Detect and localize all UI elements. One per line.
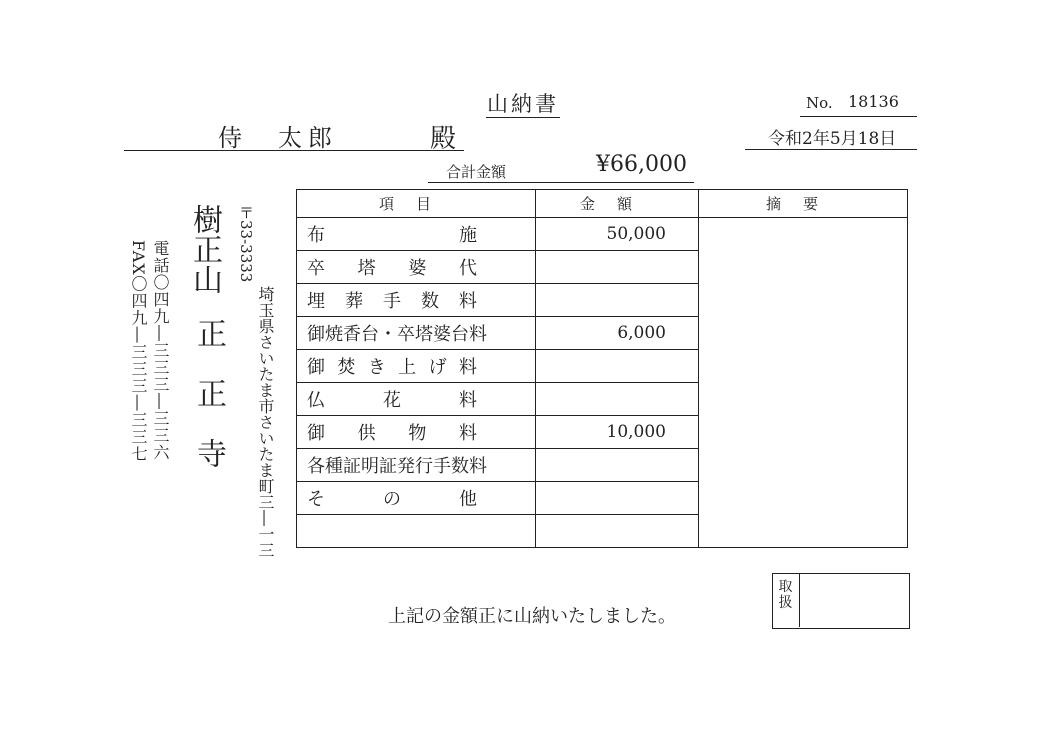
row-item-char: 婆 [408,258,427,279]
temple-postal-code: 〒33-3333 [237,205,255,283]
row-item-char: 卒 [307,258,325,279]
row-item-name [297,317,536,350]
handler-label: 取扱 [772,573,800,627]
row-amount [536,350,699,383]
row-item-char: 花 [383,390,401,411]
row-item-char: そ [307,489,325,510]
table-body [297,218,908,548]
row-item-char: 上 [398,357,417,378]
document-title: 山納書 [487,92,559,116]
row-item-name [297,218,536,251]
row-item-char: 数 [421,291,439,312]
row-item-char: 御 [307,423,325,444]
row-item-name [297,449,536,482]
header-memo: 摘要 [699,190,908,218]
table-row [297,218,908,251]
row-amount [536,449,699,482]
row-item-text [307,353,477,379]
row-amount: 10,000 [536,416,699,449]
row-item-name [297,482,536,515]
row-item-text [307,221,477,247]
row-amount [536,515,699,548]
row-item-text [307,452,535,478]
row-item-text [307,386,477,412]
row-item-char: 料 [459,390,477,411]
row-item-text [307,320,535,346]
header-item: 項目 [297,190,536,218]
number-label: No. [806,94,833,112]
issue-date: 令和2年5月18日 [768,129,897,149]
row-item-char: 料 [459,291,477,312]
row-item-char: 御 [307,357,325,378]
receipt-confirmation: 上記の金額正に山納いたしました。 [388,606,676,627]
row-item-char: 焚 [337,357,356,378]
row-item-char: 手 [383,291,401,312]
row-amount [536,251,699,284]
row-item-char: 料 [458,423,477,444]
total-underline [428,182,694,183]
row-item-char: の [383,489,401,510]
recipient-underline [124,150,464,151]
row-amount: 6,000 [536,317,699,350]
number-value: 18136 [848,92,899,111]
row-item-text [307,287,477,313]
temple-fax: FAX〇四九―三三三―三三七 [129,240,148,463]
row-item-char: 御焼香台・卒塔婆台料 [307,324,487,345]
memo-cell [699,218,908,548]
total-amount-label: 合計金額 [446,163,507,181]
row-item-char: 埋 [307,291,325,312]
temple-mountain-name: 樹正山 [187,204,222,294]
row-item-text [307,254,477,280]
row-item-char: 施 [459,225,477,246]
recipient-name: 侍 太郎 [218,124,338,152]
row-item-char: 布 [307,225,325,246]
row-item-char: 葬 [345,291,363,312]
row-item-char: 物 [408,423,427,444]
row-item-name [297,251,536,284]
row-item-name [297,350,536,383]
row-amount [536,383,699,416]
row-item-char: 料 [458,357,477,378]
row-item-text [307,419,477,445]
row-item-name [297,515,536,548]
row-item-char: げ [428,357,447,378]
temple-name: 正正寺 [191,318,226,498]
row-item-char: 塔 [357,258,376,279]
total-amount-value: ¥66,000 [596,152,687,177]
row-item-name [297,416,536,449]
recipient-honorific: 殿 [430,124,457,154]
row-amount: 50,000 [536,218,699,251]
row-item-char: 代 [458,258,477,279]
row-item-name [297,284,536,317]
row-amount [536,482,699,515]
items-table [296,189,908,548]
date-underline [745,149,917,150]
row-amount [536,284,699,317]
row-item-char: き [367,357,386,378]
row-item-char: 供 [357,423,376,444]
header-amount: 金額 [536,190,699,218]
temple-address: 埼玉県さいたま市さいたま町三―一三 [256,286,275,558]
table-header-row [297,190,908,218]
row-item-char: 各種証明証発行手数料 [307,456,487,477]
temple-phone: 電話〇四九―三三三―三三六 [151,240,170,461]
row-item-char: 仏 [307,390,325,411]
row-item-char: 他 [459,489,477,510]
row-item-text [307,485,477,511]
number-underline [800,116,917,117]
row-item-name [297,383,536,416]
